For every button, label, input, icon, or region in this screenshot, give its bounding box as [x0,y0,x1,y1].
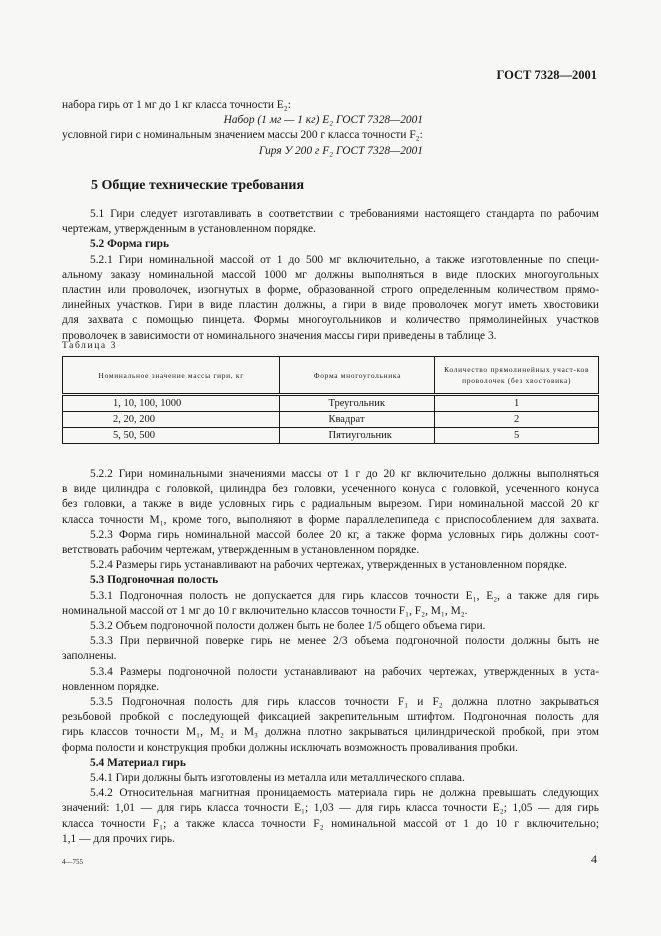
paragraph-line: в виде цилиндра с головкой, цилиндра без головки, усеченного конуса с головкой, усеченного конуса [62,483,599,496]
paragraph-line: без головки, а также в виде условных гирь с радиальным вырезом. Гири номинальной массой 20 кг [62,498,599,511]
table-header-row [63,357,599,395]
paragraph-line: 5.2.2 Гири номинальными значениями массы от 1 г до 20 кг включительно должны выполняться [90,468,599,480]
paragraph-line: 5.3.2 Объем подгоночной полости должен быть не более 1/5 общего объема гири. [90,620,486,633]
table-cell: Квадрат [280,412,435,428]
table-cell: Треугольник [280,395,435,412]
paragraph-line: значений: 1,01 — для гирь класса точности E₁; 1,03 — для гирь класса точности E₂; 1,05 — для гирь [62,802,599,815]
paragraph-line: проволочек в зависимости от номинального значения массы гири приведены в таблице 3. [62,329,497,342]
table-cell: 2, 20, 200 [63,412,280,428]
paragraph-line: 5.2.1 Гири номинальной массой от 1 до 500 мг включительно, а также изготовленные по специ- [90,253,599,266]
table-row [63,412,599,428]
paragraph-line: 1,1 — для прочих гирь. [62,832,175,845]
paragraph-line: пластин или проволочек, изогнутых в форме, образованной строго определенным количеством прямо- [62,284,599,297]
intro-block [62,98,599,159]
paragraph-line: 5.2.4 Размеры гирь устанавливают на рабочих чертежах, утвержденных в установленном порядке. [90,559,568,572]
intro-line: набора гирь от 1 мг до 1 кг класса точности E₂: [62,99,291,111]
paragraph-line: номинальной массой от 1 мг до 10 г включительно классов точности F₁, F₂, M₁, M₂. [62,604,468,617]
paragraph-line: класса точности M₁, кроме того, выполняют в форме параллелепипеда с приспособлением для захвата. [62,513,599,526]
designation-example: Набор (1 мг — 1 кг) E₂ ГОСТ 7328—2001 [223,114,423,127]
paragraph-line: ветствовать рабочим чертежам, утвержденным в установленном порядке. [62,544,420,557]
table-3 [62,356,599,444]
section-5-body-top [62,207,599,344]
intro-line: условной гири с номинальным значением массы 200 г класса точности F₂: [62,129,423,142]
paragraph-line: форма полости и конструкция пробки должны исключать возможность проваливания пробки. [62,741,518,754]
paragraph-line: чертежам, утвержденным в установленном порядке. [62,223,316,236]
table-cell: 5 [435,428,599,444]
subsection-heading: 5.2 Форма гирь [90,238,170,251]
paragraph-line: альному заказу номинальной массой 1000 мг должны выполняться в виде плоских многоугольных [62,268,599,281]
paragraph-line: новленном порядке. [62,680,160,693]
paragraph-line: 5.3.4 Размеры подгоночной полости устанавливают на рабочих чертежах, утвержденных в уста- [90,665,599,678]
paragraph-line: резьбовой пробкой с последующей фиксацией закрепительным штифтом. Подгоночная полость для [62,711,599,724]
table-cell: Пятиугольник [280,428,435,444]
paragraph-line: 5.3.5 Подгоночная полость для гирь классов точности F₁ и F₂ должна плотно закрываться [90,696,599,709]
paragraph-line: 5.3.1 Подгоночная полость не допускается для гирь классов точности E₁, E₂, а также для гирь [90,589,599,602]
table-cell: 5, 50, 500 [63,428,280,444]
column-header: Количество прямолинейных участ-ков проволочек (без хвостовика) [435,357,599,395]
paragraph-line: для захвата с помощью пинцета. Формы многоугольников и количество прямолинейных участков [62,314,599,327]
section-5-body-bottom [62,467,599,847]
document-header: ГОСТ 7328—2001 [496,68,597,82]
subsection-heading: 5.4 Материал гирь [90,756,186,769]
designation-example: Гиря У 200 г F₂ ГОСТ 7328—2001 [258,144,423,157]
column-header: Номинальное значение массы гири, кг [63,357,280,395]
column-header: Форма многоугольника [280,357,435,395]
paragraph-line: линейных участков. Гири в виде пластин должны, а гири в виде проволочек могут иметь хвостовики [62,299,599,312]
paragraph-line: 5.2.3 Форма гирь номинальной массой более 20 кг, а также форма условных гирь должны соот- [90,528,599,541]
table-cell: 2 [435,412,599,428]
section-title: 5 Общие технические требования [91,178,305,193]
paragraph-line: 5.4.1 Гири должны быть изготовлены из металла или металлического сплава. [90,772,465,785]
table-cell: 1 [435,395,599,412]
paragraph-line: 5.3.3 При первичной поверке гирь не менее 2/3 объема подгоночной полости должны быть не [90,635,599,648]
paragraph-line: 5.4.2 Относительная магнитная проницаемость материала гирь не должна превышать следующих [90,787,599,800]
table-cell: 1, 10, 100, 1000 [63,395,280,412]
table-row [63,428,599,444]
paragraph-line: 5.1 Гири следует изготавливать в соответствии с требованиями настоящего стандарта по рабочим [90,208,599,220]
table-caption: Таблица 3 [62,341,118,351]
table-row [63,395,599,412]
subsection-heading: 5.3 Подгоночная полость [90,574,219,587]
paragraph-line: заполнены. [62,650,117,663]
footer-code: 4—755 [62,858,83,866]
page-number: 4 [591,852,597,866]
paragraph-line: класса точности F₁; а также класса точности F₂ номинальной массой от 1 до 10 г включительно; [62,817,599,830]
paragraph-line: гирь классов точности M₁, M₂ и M₃ должна плотно закрываться цилиндрической пробкой, при этом [62,726,599,739]
